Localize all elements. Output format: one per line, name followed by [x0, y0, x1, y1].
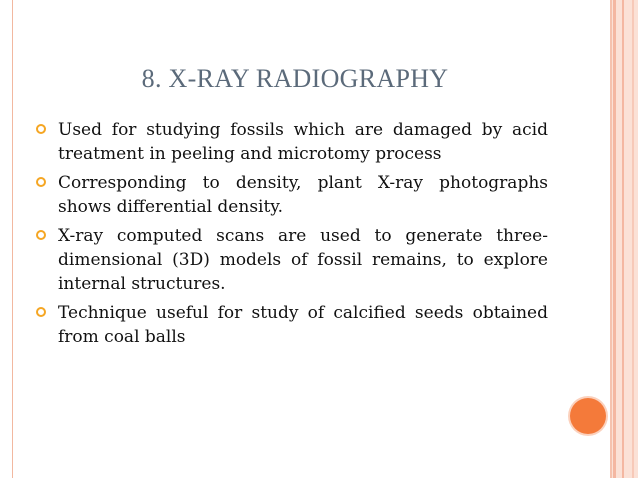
bullet-text: Technique useful for study of calcified seeds obtained from coal balls	[58, 303, 548, 347]
bullet-circle-icon	[36, 307, 46, 317]
bullet-item	[36, 118, 548, 166]
bullet-text: Corresponding to density, plant X-ray photographs shows differential density.	[58, 173, 548, 217]
slide-title: 8. X-RAY RADIOGRAPHY	[141, 64, 449, 93]
orange-circle-icon	[570, 398, 606, 434]
decorative-stripe	[622, 0, 624, 478]
bullet-circle-icon	[36, 124, 46, 134]
bullet-item	[36, 301, 548, 349]
bullet-circle-icon	[36, 177, 46, 187]
bullet-item	[36, 171, 548, 219]
bullet-circle-icon	[36, 230, 46, 240]
bullet-text: Used for studying fossils which are damaged by acid treatment in peeling and microtomy process	[58, 120, 548, 164]
decorative-stripe	[632, 0, 634, 478]
decorative-stripe	[613, 0, 616, 478]
bullet-item	[36, 224, 548, 296]
bullet-text: X-ray computed scans are used to generate three-dimensional (3D) models of fossil remains, to explore internal structures.	[58, 226, 548, 294]
bullet-list	[36, 118, 548, 354]
